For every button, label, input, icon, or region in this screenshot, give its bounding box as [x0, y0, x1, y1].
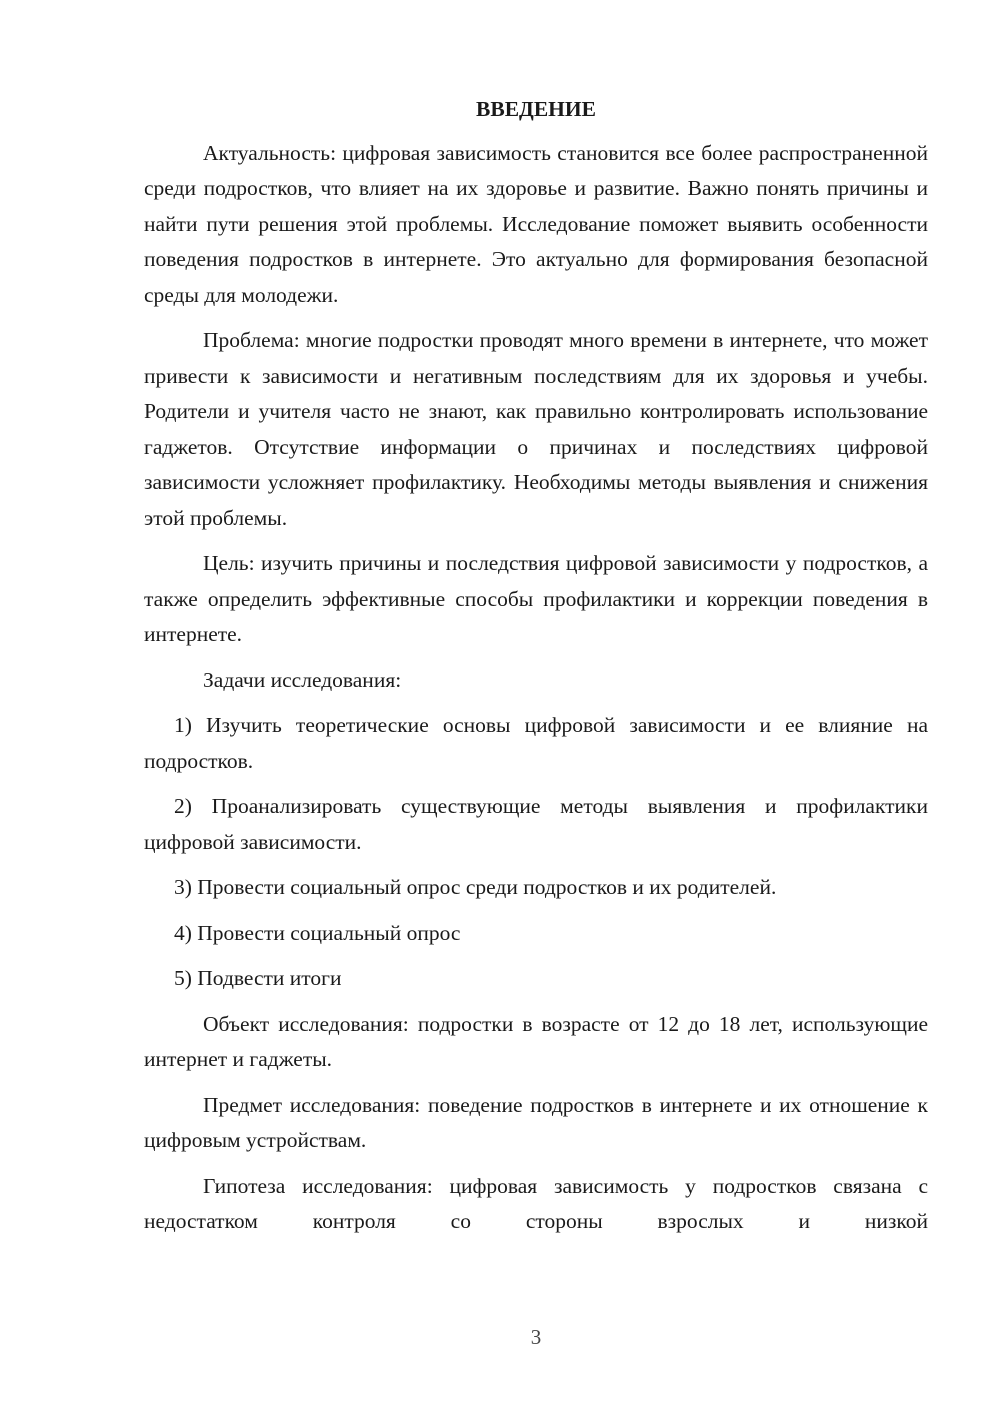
task-item-1: 1) Изучить теоретические основы цифровой зависимости и ее влияние на подростков.: [144, 713, 928, 773]
task-item-2: 2) Проанализировать существующие методы выявления и профилактики цифровой зависимости.: [144, 794, 928, 854]
paragraph-goal: Цель: изучить причины и последствия цифровой зависимости у подростков, а также определить эффективные способы профилактики и коррекции поведения в интернете.: [144, 551, 928, 646]
tasks-heading: Задачи исследования:: [203, 667, 402, 692]
task-item-4: 4) Провести социальный опрос: [174, 920, 461, 945]
paragraph-problem: Проблема: многие подростки проводят много времени в интернете, что может привести к зависимости и негативным последствиям для их здоровья и учебы. Родители и учителя часто не знают, как правильно контролировать использование гаджетов. Отсутствие информации о причинах и последствиях цифровой зависимости усложняет профилактику. Необходимы методы выявления и снижения этой проблемы.: [144, 328, 928, 530]
paragraph-relevance: Актуальность: цифровая зависимость становится все более распространенной среди подростков, что влияет на их здоровье и развитие. Важно понять причины и найти пути решения этой проблемы. Исследование поможет выявить особенности поведения подростков в интернете. Это актуально для формирования безопасной среды для молодежи.: [144, 140, 928, 307]
task-item-3: 3) Провести социальный опрос среди подростков и их родителей.: [174, 875, 777, 899]
task-item-5: 5) Подвести итоги: [174, 966, 342, 990]
paragraph-hypothesis: Гипотеза исследования: цифровая зависимость у подростков связана с недостатком контроля со стороны взрослых и низкой: [144, 1173, 928, 1233]
paragraph-subject: Предмет исследования: поведение подростков в интернете и их отношение к цифровым устройствам.: [144, 1092, 928, 1152]
page-content: [144, 92, 928, 1250]
section-title: ВВЕДЕНИЕ: [476, 97, 596, 121]
paragraph-object: Объект исследования: подростки в возрасте от 12 до 18 лет, использующие интернет и гаджеты.: [144, 1011, 928, 1071]
page-number: 3: [530, 1325, 542, 1349]
